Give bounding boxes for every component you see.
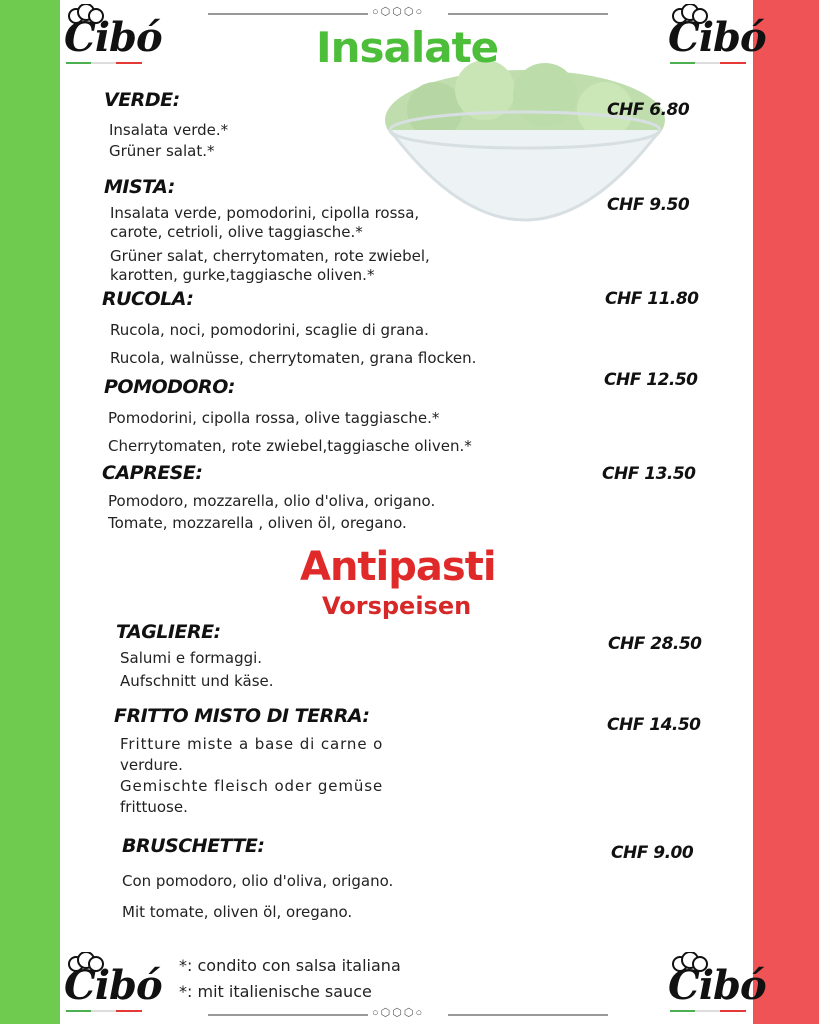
item-desc-verde [109, 120, 228, 162]
logo-text: Cibó [668, 962, 766, 1009]
desc-line: karotten, gurke,taggiasche oliven.* [110, 266, 375, 284]
logo-flag-line [670, 62, 746, 64]
item-name-verde: VERDE: [104, 89, 180, 111]
item-price-pomodoro: CHF 12.50 [604, 370, 698, 390]
item-name-rucola: RUCOLA: [102, 288, 194, 310]
desc-line: Tomate, mozzarella , oliven öl, oregano. [108, 514, 407, 532]
logo-text: Cibó [64, 14, 162, 61]
top-divider-left [208, 13, 368, 15]
desc-line: Mit tomate, oliven öl, oregano. [122, 903, 353, 921]
top-divider-ornament: ○⬡⬡⬡○ [372, 6, 425, 18]
desc-line: Pomodorini, cipolla rossa, olive taggiasche.* [108, 409, 440, 427]
item-name-caprese: CAPRESE: [102, 462, 203, 484]
desc-line: Gemischte fleisch oder gemüse [120, 777, 384, 795]
item-price-caprese: CHF 13.50 [602, 464, 696, 484]
desc-line: frittuose. [120, 798, 188, 816]
section-title-antipasti: Antipasti [300, 544, 496, 590]
top-divider-right [448, 13, 608, 15]
logo-top-right [668, 4, 766, 74]
item-desc-mista [110, 204, 430, 285]
desc-line: Rucola, noci, pomodorini, scaglie di grana. [110, 321, 429, 339]
item-desc-fritto-misto [120, 734, 416, 818]
desc-line: Pomodoro, mozzarella, olio d'oliva, origano. [108, 492, 436, 510]
desc-line: Cherrytomaten, rote zwiebel,taggiasche oliven.* [108, 437, 472, 455]
item-desc-tagliere [120, 647, 274, 693]
bottom-divider-right [448, 1014, 608, 1016]
logo-flag-line [66, 62, 142, 64]
item-price-mista: CHF 9.50 [607, 195, 690, 215]
logo-flag-line [670, 1010, 746, 1012]
desc-line: Grüner salat.* [109, 142, 215, 160]
item-price-verde: CHF 6.80 [607, 100, 690, 120]
item-name-bruschette: BRUSCHETTE: [122, 835, 265, 857]
italian-flag-green-stripe [0, 0, 60, 1024]
logo-text: Cibó [64, 962, 162, 1009]
bottom-divider-ornament: ○⬡⬡⬡○ [372, 1007, 425, 1019]
item-price-rucola: CHF 11.80 [605, 289, 699, 309]
desc-line: Insalata verde, pomodorini, cipolla rossa, [110, 204, 420, 222]
logo-text: Cibó [668, 14, 766, 61]
item-price-bruschette: CHF 9.00 [611, 843, 694, 863]
footnote-german: *: mit italienische sauce [179, 982, 372, 1001]
footnote-italian: *: condito con salsa italiana [179, 956, 401, 975]
desc-line: Rucola, walnüsse, cherrytomaten, grana flocken. [110, 349, 477, 367]
desc-line: Grüner salat, cherrytomaten, rote zwiebel, [110, 247, 430, 265]
item-price-tagliere: CHF 28.50 [608, 634, 702, 654]
item-desc-rucola [110, 316, 476, 372]
bottom-divider-left [208, 1014, 368, 1016]
section-subtitle-vorspeisen: Vorspeisen [322, 592, 472, 620]
item-name-tagliere: TAGLIERE: [116, 621, 221, 643]
logo-top-left [64, 4, 162, 74]
desc-line: Salumi e formaggi. [120, 649, 263, 667]
item-desc-caprese [108, 490, 435, 534]
item-name-fritto-misto: FRITTO MISTO DI TERRA: [114, 705, 370, 727]
logo-bottom-left [64, 952, 162, 1022]
item-name-pomodoro: POMODORO: [104, 376, 235, 398]
item-name-mista: MISTA: [104, 176, 175, 198]
desc-line: Con pomodoro, olio d'oliva, origano. [122, 872, 394, 890]
section-title-insalate: Insalate [316, 23, 499, 72]
desc-line: Insalata verde.* [109, 121, 229, 139]
desc-line: verdure. [120, 756, 183, 774]
italian-flag-red-stripe [753, 0, 819, 1024]
item-price-fritto-misto: CHF 14.50 [607, 715, 701, 735]
logo-bottom-right [668, 952, 766, 1022]
item-desc-pomodoro [108, 404, 472, 460]
logo-flag-line [66, 1010, 142, 1012]
item-desc-bruschette [122, 866, 393, 928]
desc-line: Fritture miste a base di carne o [120, 735, 384, 753]
desc-line: carote, cetrioli, olive taggiasche.* [110, 223, 363, 241]
desc-line: Aufschnitt und käse. [120, 672, 274, 690]
